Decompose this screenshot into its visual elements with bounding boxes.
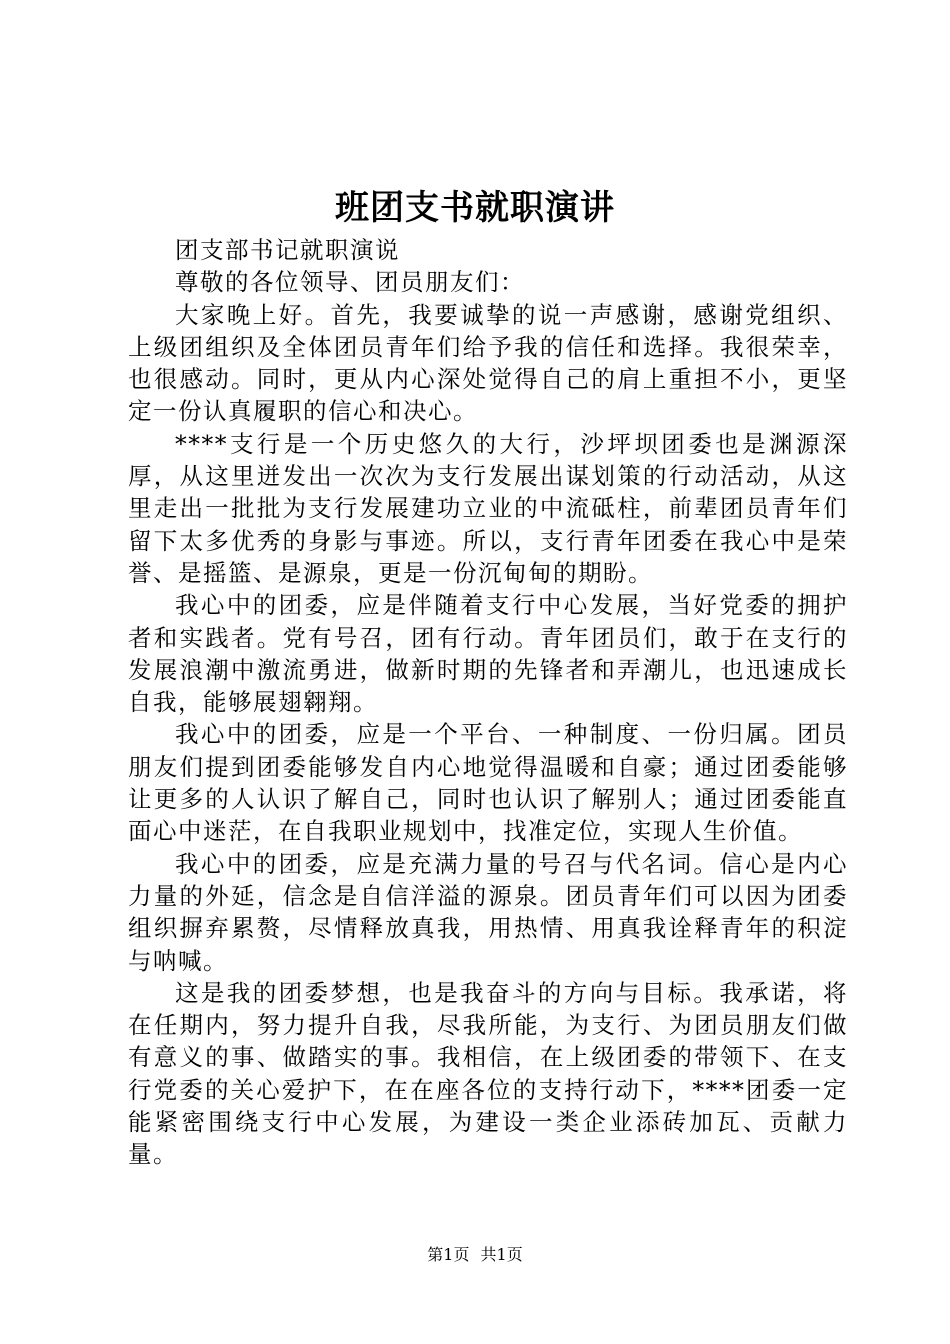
- page-footer: [0, 1244, 950, 1266]
- paragraph-subtitle: 团支部书记就职演说: [175, 236, 400, 264]
- page-number: 第1页: [427, 1245, 470, 1264]
- page-total: 共1页: [480, 1245, 523, 1264]
- paragraph: 我心中的团委，应是充满力量的号召与代名词。信心是内心力量的外延，信念是自信洋溢的源泉。团员青年们可以因为团委组织摒弃累赘，尽情释放真我，用热情、用真我诠释青年的积淀与呐喊。: [128, 849, 848, 975]
- document-body: [128, 234, 848, 1171]
- paragraph: ****支行是一个历史悠久的大行，沙坪坝团委也是渊源深厚，从这里迸发出一次次为支行发展出谋划策的行动活动，从这里走出一批批为支行发展建功立业的中流砥柱，前辈团员青年们留下太多优秀的身影与事迹。所以，支行青年团委在我心中是荣誉、是摇篮、是源泉，更是一份沉甸甸的期盼。: [128, 429, 848, 587]
- paragraph: 这是我的团委梦想，也是我奋斗的方向与目标。我承诺，将在任期内，努力提升自我，尽我所能，为支行、为团员朋友们做有意义的事、做踏实的事。我相信，在上级团委的带领下、在支行党委的关心爱护下，在在座各位的支持行动下，****团委一定能紧密围绕支行中心发展，为建设一类企业添砖加瓦、贡献力量。: [128, 978, 848, 1169]
- paragraph: 大家晚上好。首先，我要诚挚的说一声感谢，感谢党组织、上级团组织及全体团员青年们给予我的信任和选择。我很荣幸，也很感动。同时，更从内心深处觉得自己的肩上重担不小，更坚定一份认真履职的信心和决心。: [128, 300, 848, 426]
- paragraph: 我心中的团委，应是伴随着支行中心发展，当好党委的拥护者和实践者。党有号召，团有行动。青年团员们，敢于在支行的发展浪潮中激流勇进，做新时期的先锋者和弄潮儿，也迅速成长自我，能够展翅翱翔。: [128, 591, 848, 717]
- paragraph-salutation: 尊敬的各位领导、团员朋友们：: [175, 268, 525, 297]
- page-title: 班团支书就职演讲: [335, 188, 615, 228]
- paragraph: 我心中的团委，应是一个平台、一种制度、一份归属。团员朋友们提到团委能够发自内心地觉得温暖和自豪；通过团委能够让更多的人认识了解自己，同时也认识了解别人；通过团委能直面心中迷茫，在自我职业规划中，找准定位，实现人生价值。: [128, 720, 848, 846]
